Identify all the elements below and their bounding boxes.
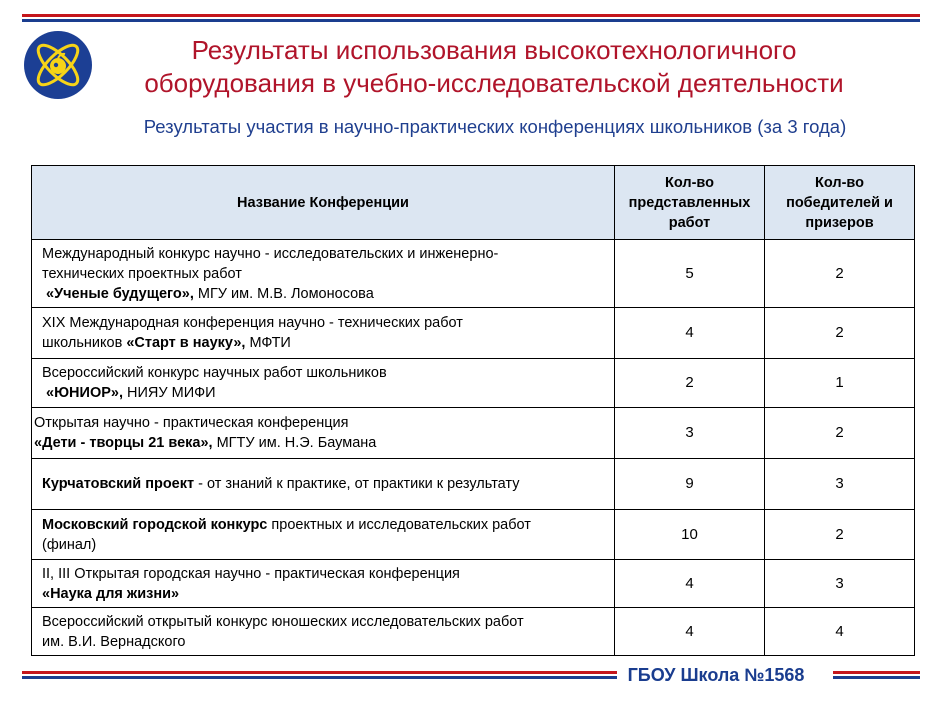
column-header-winners-count: Кол-во победителей и призеров <box>765 166 915 240</box>
table-row <box>32 608 915 656</box>
conference-title: «ЮНИОР», <box>46 385 123 401</box>
conference-title: «Наука для жизни» <box>42 585 180 602</box>
works-count-cell: 10 <box>615 510 765 560</box>
school-logo <box>22 30 94 100</box>
winners-count-cell: 3 <box>765 560 915 608</box>
conference-name-cell <box>32 359 615 408</box>
conference-name-prefix: школьников <box>42 335 127 351</box>
bottom-decorative-stripes-right <box>833 671 920 679</box>
page-subtitle: Результаты участия в научно-практических конференциях школьников (за 3 года) <box>143 116 847 137</box>
top-decorative-stripes <box>22 14 920 22</box>
conference-organizer: МГТУ им. Н.Э. Баумана <box>212 435 377 451</box>
conference-name-cell <box>32 510 615 560</box>
winners-count-cell: 2 <box>765 308 915 359</box>
conference-name-line: технических проектных работ <box>42 265 242 282</box>
conference-name-cell <box>32 308 615 359</box>
conference-name-line: Открытая научно - практическая конференция <box>34 415 349 431</box>
works-count-cell: 9 <box>615 459 765 510</box>
winners-count-cell: 2 <box>765 408 915 459</box>
conference-organizer: МГУ им. М.В. Ломоносова <box>193 285 374 302</box>
conference-title: «Старт в науку», <box>126 335 246 351</box>
conference-name-cell <box>32 408 615 459</box>
table-row <box>32 359 915 408</box>
table-row <box>32 240 915 308</box>
conference-name-line: (финал) <box>42 536 97 553</box>
table-row <box>32 308 915 359</box>
works-count-cell: 4 <box>615 308 765 359</box>
conference-organizer: проектных и исследовательских работ <box>267 516 531 533</box>
table-row <box>32 510 915 560</box>
table-header-row <box>32 166 915 240</box>
works-count-cell: 4 <box>615 608 765 656</box>
conference-organizer: НИЯУ МИФИ <box>123 385 216 401</box>
conference-name-line: XIX Международная конференция научно - технических работ <box>42 315 463 331</box>
conference-title: Московский городской конкурс <box>42 516 268 533</box>
winners-count-cell: 2 <box>765 510 915 560</box>
works-count-cell: 5 <box>615 240 765 308</box>
conference-name-cell <box>32 560 615 608</box>
table-row <box>32 560 915 608</box>
conference-results-table <box>31 165 915 656</box>
page-title <box>104 34 884 100</box>
conference-organizer: - от знаний к практике, от практики к результату <box>194 476 520 492</box>
works-count-cell: 3 <box>615 408 765 459</box>
conference-name-cell <box>32 608 615 656</box>
page-title-line2: оборудования в учебно-исследовательской деятельности <box>144 68 844 98</box>
conference-name-line: Всероссийский открытый конкурс юношеских исследовательских работ <box>42 613 524 630</box>
table-row <box>32 459 915 510</box>
column-header-works-count: Кол-во представленных работ <box>615 166 765 240</box>
conference-name-line: им. В.И. Вернадского <box>42 633 186 650</box>
school-name-footer: ГБОУ Школа №1568 <box>627 665 805 685</box>
winners-count-cell: 3 <box>765 459 915 510</box>
conference-name-line: Международный конкурс научно - исследовательских и инженерно- <box>42 245 499 262</box>
conference-title: Курчатовский проект <box>42 476 195 492</box>
conference-title: «Ученые будущего», <box>46 285 194 302</box>
table-row <box>32 408 915 459</box>
atom-apple-logo-icon <box>22 30 94 100</box>
conference-name-line: II, III Открытая городская научно - практическая конференция <box>42 565 460 582</box>
winners-count-cell: 2 <box>765 240 915 308</box>
conference-name-cell <box>32 240 615 308</box>
winners-count-cell: 1 <box>765 359 915 408</box>
conference-organizer: МФТИ <box>245 335 291 351</box>
page-title-line1: Результаты использования высокотехнологичного <box>191 35 797 65</box>
works-count-cell: 2 <box>615 359 765 408</box>
bottom-decorative-stripes-left <box>22 671 617 679</box>
conference-name-line: Всероссийский конкурс научных работ школьников <box>42 365 387 381</box>
conference-name-cell <box>32 459 615 510</box>
column-header-conference-name: Название Конференции <box>32 166 615 240</box>
works-count-cell: 4 <box>615 560 765 608</box>
conference-title: «Дети - творцы 21 века», <box>34 435 213 451</box>
winners-count-cell: 4 <box>765 608 915 656</box>
